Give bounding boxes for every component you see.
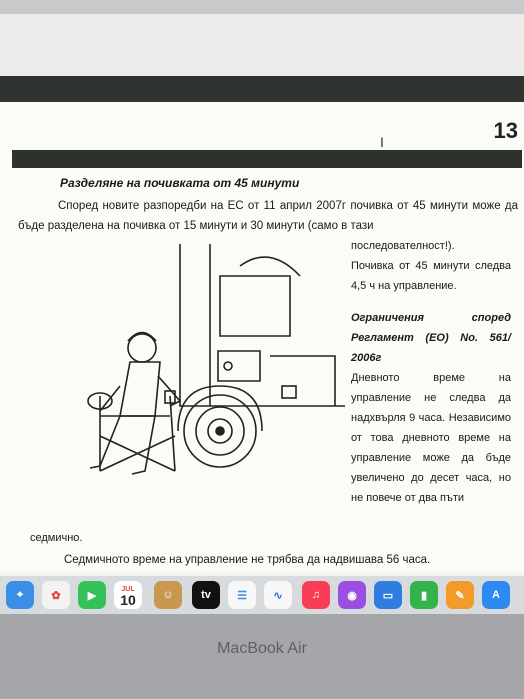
device-brand-label: MacBook Air: [217, 640, 307, 657]
calendar-icon[interactable]: [114, 581, 142, 609]
page-number: 13: [493, 118, 518, 143]
paragraph-tail: седмично.: [30, 532, 83, 544]
right-line2: Почивка от 45 минути следва 4,5 ч на управление.: [351, 260, 511, 292]
right-column-text: [351, 236, 511, 508]
apple-tv-icon[interactable]: tv: [192, 581, 220, 609]
regulation-body: Дневното време на управление не следва да надхвърля 9 часа. Независимо от това дневното време на управление може да бъде увеличено до десет часа, но не повече от два пъти: [351, 372, 511, 504]
contacts-icon[interactable]: ☺: [154, 581, 182, 609]
text-cursor-icon: I: [380, 134, 384, 150]
app-store-icon[interactable]: A: [482, 581, 510, 609]
facetime-icon[interactable]: ▶: [78, 581, 106, 609]
paragraph-intro: Според новите разпоредби на ЕС от 11 април 2007г почивка от 45 минути може да бъде разделена на почивка от 15 минути и 30 минути (само в тази: [18, 200, 518, 232]
viewer-top-area: [0, 14, 524, 76]
viewer-dark-band: [0, 76, 524, 102]
dock: [0, 576, 524, 614]
paragraph-weekly: Седмичното време на управление не трябва да надвишава 56 часа.: [64, 554, 431, 566]
calendar-month: JUL: [121, 586, 135, 593]
photos-icon[interactable]: ✿: [42, 581, 70, 609]
driver-resting-illustration: [60, 236, 350, 516]
document-page[interactable]: [0, 102, 524, 572]
screen: [0, 14, 524, 614]
pages-icon[interactable]: ✎: [446, 581, 474, 609]
freeform-icon[interactable]: ∿: [264, 581, 292, 609]
right-line1: последователност!).: [351, 240, 455, 252]
section-title-bar: [12, 150, 522, 168]
reminders-icon[interactable]: ☰: [228, 581, 256, 609]
section-heading: Разделяне на почивката от 45 минути: [60, 176, 300, 190]
music-icon[interactable]: ♫: [302, 581, 330, 609]
podcasts-icon[interactable]: ◉: [338, 581, 366, 609]
regulation-heading: Ограничения според Регламент (ЕО) No. 561/ 2006г: [351, 312, 511, 364]
keynote-icon[interactable]: ▭: [374, 581, 402, 609]
laptop-bezel-bottom: [0, 614, 524, 699]
maps-icon[interactable]: ⌖: [6, 581, 34, 609]
numbers-icon[interactable]: ▮: [410, 581, 438, 609]
screen-bezel-top: [0, 0, 524, 14]
calendar-day: 10: [120, 592, 136, 608]
